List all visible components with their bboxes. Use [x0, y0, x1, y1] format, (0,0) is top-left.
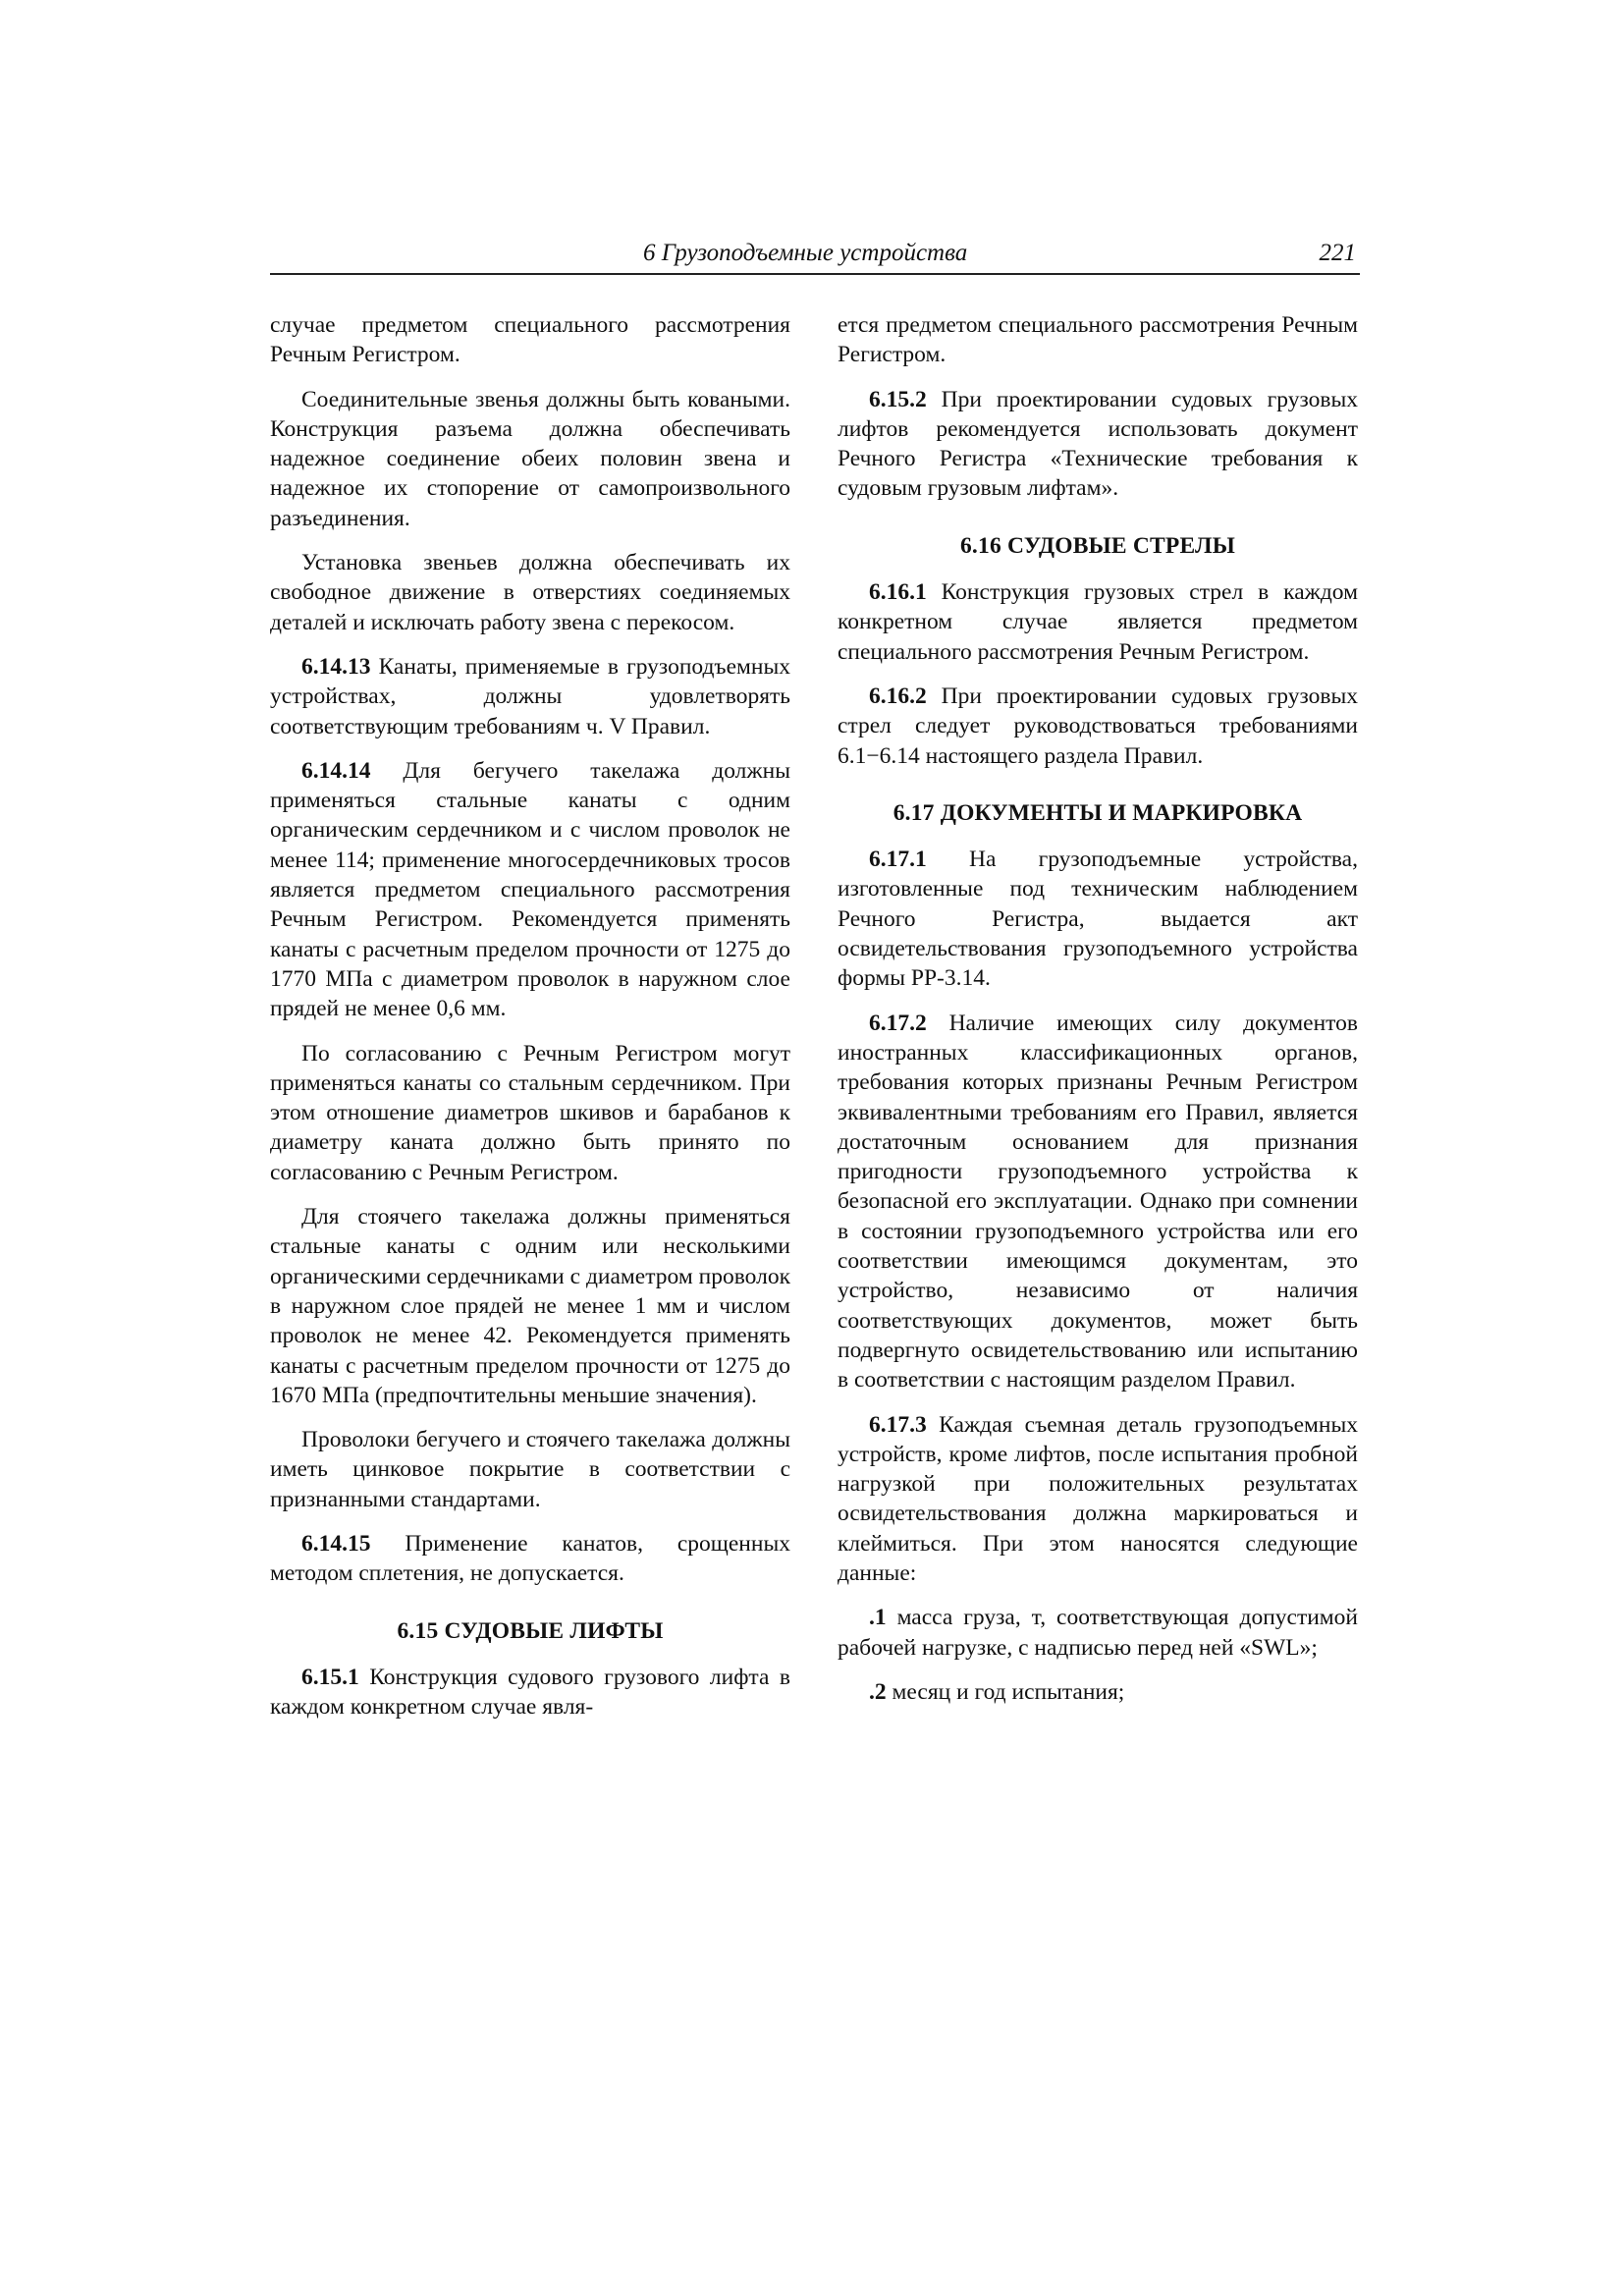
clause-number: 6.14.14	[301, 757, 371, 784]
clause-number: 6.17.1	[869, 847, 927, 873]
section-heading-6-15: 6.15 СУДОВЫЕ ЛИФТЫ	[397, 1617, 664, 1644]
list-item-2	[838, 1677, 1358, 1707]
clause-number: 6.15.1	[301, 1664, 359, 1690]
clause-6-16-1	[838, 577, 1358, 667]
clause-text: Конструкция грузовых стрел в каждом конкретном случае является предметом специального рассмотрения Речным Регистром.	[838, 579, 1358, 665]
clause-text: Наличие имеющих силу документов иностранных классификационных органов, требования которых признаны Речным Регистром эквивалентными требованиям его Правил, является достаточным основанием для признания пригодности грузоподъемного устройства к безопасной его эксплуатации. Однако при сомнении в состоянии грузоподъемного устройства или его соответствии имеющимся документам, это устройство, независимо от наличия соответствующих документов, может быть подвергнуто освидетельствованию или испытанию в соответствии с настоящим разделом Правил.	[838, 1010, 1358, 1394]
clause-number: 6.14.15	[301, 1530, 371, 1557]
clause-number: 6.17.3	[869, 1411, 927, 1438]
clause-text: Применение канатов, срощенных методом сплетения, не допускается.	[270, 1530, 790, 1587]
list-item-1	[838, 1603, 1358, 1663]
clause-6-17-2	[838, 1009, 1358, 1395]
clause-6-14-13	[270, 652, 790, 741]
clause-number: 6.16.1	[869, 579, 927, 606]
paragraph: Проволоки бегучего и стоячего такелажа должны иметь цинковое покрытие в соответствии с признанными стандартами.	[270, 1427, 790, 1512]
section-heading-6-17: 6.17 ДОКУМЕНТЫ И МАРКИРОВКА	[893, 799, 1303, 826]
clause-6-16-2	[838, 682, 1358, 771]
clause-number: 6.17.2	[869, 1010, 927, 1036]
paragraph: Соединительные звенья должны быть коваными. Конструкция разъема должна обеспечивать надежное соединение обеих половин звена и надежное их стопорение от самопроизвольного разъединения.	[270, 386, 790, 531]
paragraph: случае предметом специального рассмотрения Речным Регистром.	[270, 312, 790, 368]
clause-text: Канаты, применяемые в грузоподъемных устройствах, должны удовлетворять соответствующим требованиям ч. V Правил.	[270, 653, 790, 739]
item-number: .2	[869, 1678, 887, 1705]
clause-6-14-14	[270, 756, 790, 1024]
page-number: 221	[1319, 240, 1356, 266]
clause-number: 6.16.2	[869, 683, 927, 709]
clause-6-15-2	[838, 385, 1358, 504]
item-text: масса груза, т, соответствующая допустимой рабочей нагрузке, с надписью перед ней «SWL»;	[838, 1605, 1358, 1661]
right-column	[838, 310, 1358, 1722]
clause-6-17-3	[838, 1410, 1358, 1589]
clause-text: На грузоподъемные устройства, изготовленные под техническим наблюдением Речного Регистра, выдается акт освидетельствования грузоподъемного устройства формы РР-3.14.	[838, 847, 1358, 992]
header-title: 6 Грузоподъемные устройства	[643, 240, 968, 266]
clause-text: Конструкция судового грузового лифта в каждом конкретном случае явля-	[270, 1664, 790, 1721]
paragraph: Для стоячего такелажа должны применяться стальные канаты с одним или несколькими органическими сердечниками с диаметром проволок в наружном слое прядей не менее 1 мм и числом проволок не менее 42. Рекомендуется применять канаты с расчетным пределом прочности от 1275 до 1670 МПа (предпочтительны меньшие значения).	[270, 1204, 790, 1408]
paragraph: По согласованию с Речным Регистром могут применяться канаты со стальным сердечником. При этом отношение диаметров шкивов и барабанов к диаметру каната должно быть принято по согласованию с Речным Регистром.	[270, 1040, 790, 1185]
clause-text: Для бегучего такелажа должны применяться стальные канаты с одним органическим сердечником и с числом проволок не менее 114; применение многосердечниковых тросов является предметом специального рассмотрения Речным Регистром. Рекомендуется применять канаты с расчетным пределом прочности от 1275 до 1770 МПа с диаметром проволок в наружном слое прядей не менее 0,6 мм.	[270, 757, 790, 1022]
paragraph: Установка звеньев должна обеспечивать их свободное движение в отверстиях соединяемых деталей и исключать работу звена с перекосом.	[270, 550, 790, 635]
item-text: месяц и год испытания;	[886, 1678, 1125, 1705]
paragraph: ется предметом специального рассмотрения Речным Регистром.	[838, 312, 1358, 368]
clause-text: При проектировании судовых грузовых лифтов рекомендуется использовать документ Речного Регистра «Технические требования к судовым грузовым лифтам».	[838, 386, 1358, 502]
clause-text: Каждая съемная деталь грузоподъемных устройств, кроме лифтов, после испытания пробной нагрузкой при положительных результатах освидетельствования должна маркироваться и клеймиться. При этом наносятся следующие данные:	[838, 1411, 1358, 1586]
clause-6-17-1	[838, 845, 1358, 993]
section-heading-6-16: 6.16 СУДОВЫЕ СТРЕЛЫ	[959, 532, 1236, 559]
clause-6-14-15	[270, 1529, 790, 1589]
clause-6-15-1	[270, 1663, 790, 1722]
item-number: .1	[869, 1605, 887, 1631]
running-header	[270, 240, 1360, 275]
clause-text: При проектировании судовых грузовых стрел следует руководствоваться требованиями 6.1−6.14 настоящего раздела Правил.	[838, 683, 1358, 769]
left-column	[270, 310, 790, 1736]
clause-number: 6.15.2	[869, 386, 927, 412]
clause-number: 6.14.13	[301, 653, 371, 680]
